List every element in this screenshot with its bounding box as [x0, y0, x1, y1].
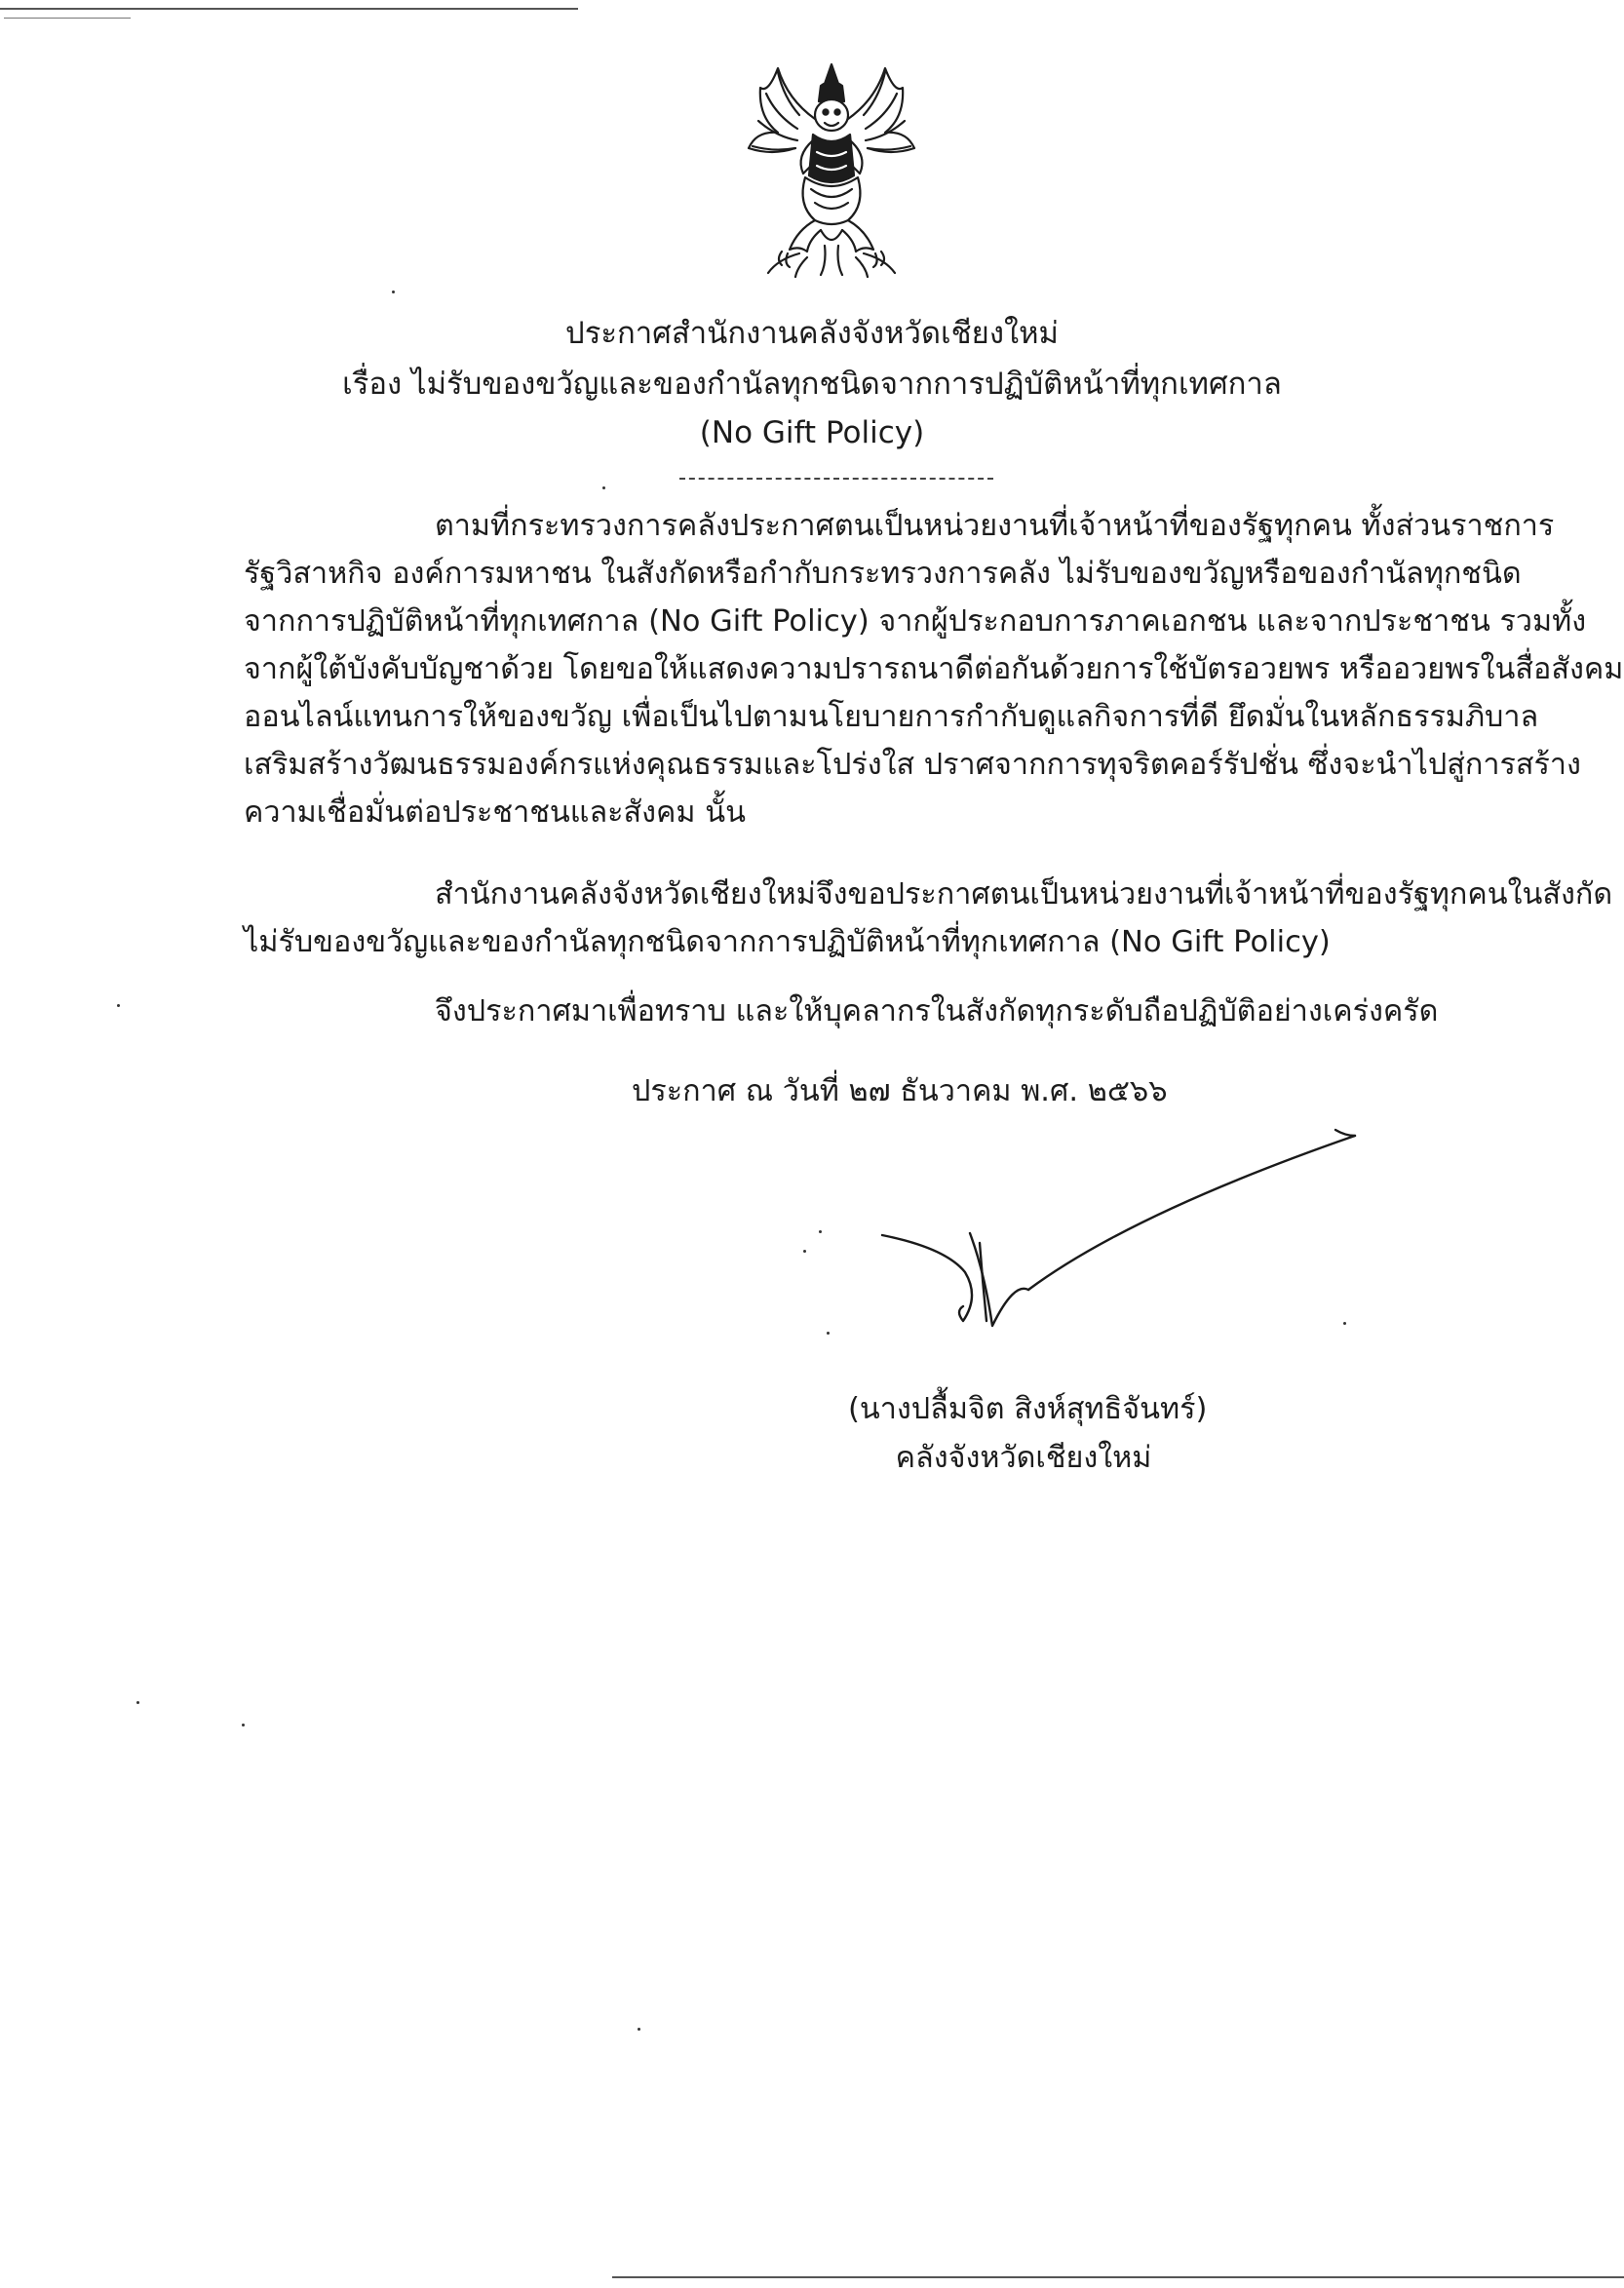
- body-paragraph-2: [244, 871, 1613, 966]
- paragraph-line: รัฐวิสาหกิจ องค์การมหาชน ในสังกัดหรือกำกับกระทรวงการคลัง ไม่รับของขวัญหรือของกำนัลทุกชนิด: [244, 557, 1522, 591]
- paragraph-line: เสริมสร้างวัฒนธรรมองค์กรแห่งคุณธรรมและโปร่งใส ปราศจากการทุจริตคอร์รัปชั่น ซึ่งจะนำไปสู่การสร้าง: [244, 748, 1581, 782]
- handwritten-signature: [858, 1116, 1365, 1360]
- scan-speck: [602, 486, 605, 489]
- title-divider: [679, 478, 993, 480]
- paragraph-line: จากผู้ใต้บังคับบัญชาด้วย โดยขอให้แสดงความปรารถนาดีต่อกันด้วยการใช้บัตรอวยพร หรืออวยพรในสื่อสังคม: [244, 652, 1624, 686]
- scan-artifact-line: [0, 8, 578, 10]
- announcement-subject: เรื่อง ไม่รับของขวัญและของกำนัลทุกชนิดจากการปฏิบัติหน้าที่ทุกเทศกาล: [342, 367, 1282, 402]
- scan-speck: [803, 1250, 806, 1253]
- scan-speck: [392, 291, 395, 293]
- announcement-title: ประกาศสำนักงานคลังจังหวัดเชียงใหม่: [565, 316, 1059, 351]
- body-paragraph-1: [244, 502, 1624, 836]
- scan-speck: [827, 1332, 830, 1335]
- scan-speck: [1343, 1322, 1346, 1325]
- scan-artifact-line: [612, 2276, 1624, 2278]
- paragraph-line: ออนไลน์แทนการให้ของขวัญ เพื่อเป็นไปตามนโยบายการกำกับดูแลกิจการที่ดี ยึดมั่นในหลักธรรมภิบาล: [244, 700, 1539, 734]
- paragraph-line: สำนักงานคลังจังหวัดเชียงใหม่จึงขอประกาศตนเป็นหน่วยงานที่เจ้าหน้าที่ของรัฐทุกคนในสังกัด: [435, 877, 1613, 911]
- paragraph-line: ความเชื่อมั่นต่อประชาชนและสังคม นั้น: [244, 795, 746, 830]
- signer-name: (นางปลื้มจิต สิงห์สุทธิจันทร์): [848, 1392, 1208, 1426]
- scan-speck: [819, 1230, 822, 1233]
- scan-speck: [117, 1004, 120, 1007]
- scan-artifact-line: [4, 18, 131, 19]
- scan-speck: [242, 1724, 245, 1726]
- body-paragraph-3: จึงประกาศมาเพื่อทราบ และให้บุคลากรในสังกัดทุกระดับถือปฏิบัติอย่างเคร่งครัด: [435, 994, 1439, 1028]
- scan-speck: [136, 1701, 139, 1704]
- garuda-emblem-icon: [739, 58, 924, 278]
- paragraph-line: ไม่รับของขวัญและของกำนัลทุกชนิดจากการปฏิบัติหน้าที่ทุกเทศกาล (No Gift Policy): [244, 925, 1331, 959]
- announcement-date: ประกาศ ณ วันที่ ๒๗ ธันวาคม พ.ศ. ๒๕๖๖: [632, 1074, 1168, 1108]
- scan-speck: [638, 2028, 640, 2031]
- policy-name: (No Gift Policy): [699, 415, 925, 450]
- paragraph-line: จากการปฏิบัติหน้าที่ทุกเทศกาล (No Gift Policy) จากผู้ประกอบการภาคเอกชน และจากประชาชน รวมทั้ง: [244, 604, 1587, 639]
- signer-position: คลังจังหวัดเชียงใหม่: [895, 1441, 1152, 1475]
- paragraph-line: ตามที่กระทรวงการคลังประกาศตนเป็นหน่วยงานที่เจ้าหน้าที่ของรัฐทุกคน ทั้งส่วนราชการ: [435, 509, 1555, 543]
